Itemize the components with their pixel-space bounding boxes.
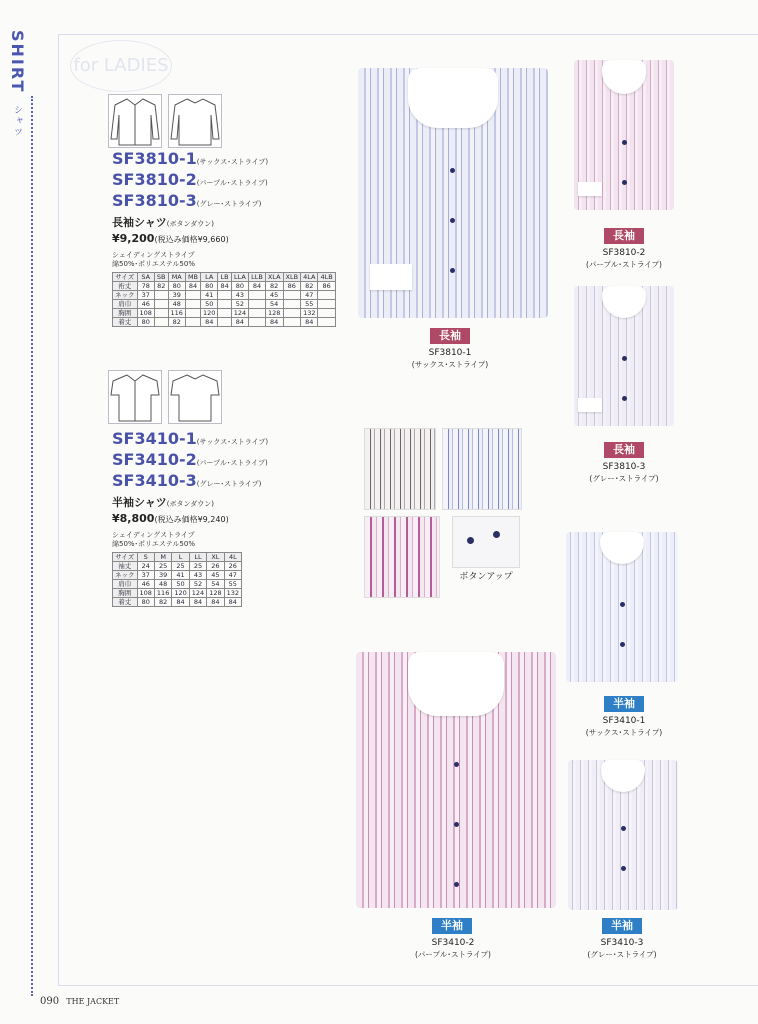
product-code: SF3810-3(グレー･ストライプ) — [112, 191, 262, 210]
page-number: 090 — [40, 996, 60, 1007]
size-table-header-cell: サイズ — [113, 553, 138, 562]
size-table-cell — [283, 309, 301, 318]
size-table-cell: M — [154, 553, 171, 562]
size-table-cell: 39 — [168, 291, 185, 300]
size-table-cell — [154, 291, 168, 300]
flat-drawing-short-back — [168, 370, 222, 424]
button-caption: ボタンアップ — [459, 572, 513, 582]
size-table-cell: 82 — [301, 282, 318, 291]
size-table-cell: 80 — [201, 282, 218, 291]
size-table-cell: 47 — [224, 571, 241, 580]
shirt-photo-sf3410-3 — [568, 760, 678, 910]
size-table-cell: 46 — [137, 300, 154, 309]
size-table — [112, 272, 336, 327]
size-table-row — [113, 553, 242, 562]
size-table-cell: 80 — [168, 282, 185, 291]
size-table-cell — [318, 291, 335, 300]
size-table-cell: 84 — [207, 598, 224, 607]
section-title: SHIRT — [8, 30, 27, 94]
dotted-rule — [31, 96, 33, 996]
flat-drawing-short-front — [108, 370, 162, 424]
size-table-cell: 84 — [249, 282, 266, 291]
fabric-swatch-gray — [364, 428, 436, 510]
shirt-photo-sf3410-1 — [566, 532, 678, 682]
size-table-cell: 48 — [154, 580, 171, 589]
size-table-cell: L — [172, 553, 189, 562]
brand-name: THE JACKET — [66, 997, 120, 1006]
size-table-cell: 84 — [231, 318, 248, 327]
shirt-photo-sf3410-2 — [356, 652, 556, 908]
size-table-cell: 50 — [201, 300, 218, 309]
size-table-header-cell: サイズ — [113, 273, 138, 282]
sleeve-badge: 長袖 — [604, 228, 644, 244]
size-table-cell: 116 — [168, 309, 185, 318]
size-table-row — [113, 580, 242, 589]
product-code: SF3810-2(パープル･ストライプ) — [112, 170, 268, 189]
sleeve-badge: 半袖 — [432, 918, 472, 934]
size-table-cell: 25 — [154, 562, 171, 571]
size-table-row — [113, 291, 336, 300]
size-table-header-cell: ネック — [113, 291, 138, 300]
size-table-cell: 84 — [172, 598, 189, 607]
product-code: SF3810-1(サックス･ストライプ) — [112, 149, 269, 168]
size-table-cell: LLA — [231, 273, 248, 282]
size-table-cell — [318, 300, 335, 309]
size-table-cell: 41 — [201, 291, 218, 300]
size-table-cell: 82 — [168, 318, 185, 327]
size-table-cell: 25 — [189, 562, 206, 571]
section-label — [8, 30, 27, 138]
size-table-cell — [185, 309, 200, 318]
product-caption: SF3810-1 (サックス･ストライプ) — [411, 348, 489, 369]
size-table-cell: 80 — [231, 282, 248, 291]
size-table-cell — [249, 309, 266, 318]
material-info: シェイディングストライプ 綿50%･ポリエステル50% — [112, 251, 195, 268]
size-table-cell: 26 — [207, 562, 224, 571]
size-table-cell: LB — [218, 273, 231, 282]
flat-drawing-long-back — [168, 94, 222, 148]
size-table-cell: 84 — [301, 318, 318, 327]
size-table-cell: 48 — [168, 300, 185, 309]
size-table-header-cell: 胸囲 — [113, 589, 138, 598]
size-table-cell: 84 — [201, 318, 218, 327]
size-table-cell: 52 — [189, 580, 206, 589]
size-table-cell: 24 — [137, 562, 154, 571]
sleeve-badge: 長袖 — [604, 442, 644, 458]
size-table-cell — [318, 318, 335, 327]
long-sleeve-spec — [112, 150, 336, 327]
material-info: シェイディングストライプ 綿50%･ポリエステル50% — [112, 531, 195, 548]
size-table-cell — [185, 291, 200, 300]
size-table-row — [113, 562, 242, 571]
size-table-cell: XL — [207, 553, 224, 562]
size-table-cell: 82 — [265, 282, 283, 291]
fabric-swatch-purple — [364, 516, 440, 598]
size-table-cell: MB — [185, 273, 200, 282]
size-table-cell: SB — [154, 273, 168, 282]
size-table-cell — [185, 300, 200, 309]
product-caption: SF3810-3 (グレー･ストライプ) — [589, 462, 659, 483]
size-table-cell: 84 — [218, 282, 231, 291]
size-table-cell: 84 — [224, 598, 241, 607]
size-table-row — [113, 589, 242, 598]
product-title: 長袖シャツ(ボタンダウン) — [112, 216, 214, 229]
size-table-cell: LA — [201, 273, 218, 282]
size-table-header-cell: 胸囲 — [113, 309, 138, 318]
size-table-header-cell: 着丈 — [113, 318, 138, 327]
size-table-cell: 4LA — [301, 273, 318, 282]
size-table-cell: XLA — [265, 273, 283, 282]
size-table-cell: 84 — [189, 598, 206, 607]
product-caption: SF3410-1 (サックス･ストライプ) — [585, 716, 663, 737]
shirt-back-icon — [169, 95, 221, 147]
size-table-cell: LL — [189, 553, 206, 562]
section-subtitle: シャツ — [12, 104, 22, 138]
size-table-cell: 82 — [154, 282, 168, 291]
size-table-cell — [154, 309, 168, 318]
sleeve-badge: 半袖 — [604, 696, 644, 712]
size-table-cell: 55 — [224, 580, 241, 589]
size-table-cell: LLB — [249, 273, 266, 282]
size-table-cell: SA — [137, 273, 154, 282]
short-sleeve-spec — [112, 430, 268, 607]
size-table-cell: 4LB — [318, 273, 335, 282]
product-code: SF3410-1(サックス･ストライプ) — [112, 429, 269, 448]
size-table-cell: 43 — [189, 571, 206, 580]
size-table-row — [113, 282, 336, 291]
size-table-cell: 80 — [137, 598, 154, 607]
size-table-cell: 54 — [265, 300, 283, 309]
page-footer — [40, 996, 119, 1007]
size-table-cell: MA — [168, 273, 185, 282]
size-table-row — [113, 300, 336, 309]
size-table-row — [113, 598, 242, 607]
size-table-header-cell: 裄丈 — [113, 282, 138, 291]
size-table-cell: 108 — [137, 589, 154, 598]
size-table-cell — [249, 291, 266, 300]
size-table — [112, 552, 242, 607]
size-table-header-cell: 着丈 — [113, 598, 138, 607]
size-table-cell: 124 — [189, 589, 206, 598]
size-table-cell — [283, 318, 301, 327]
shirt-photo-sf3810-1 — [358, 68, 548, 318]
size-table-header-cell: ネック — [113, 571, 138, 580]
size-table-header-cell: 袖丈 — [113, 562, 138, 571]
product-price: ¥9,200(税込み価格¥9,660) — [112, 232, 229, 245]
size-table-cell: 46 — [137, 580, 154, 589]
size-table-cell: 128 — [207, 589, 224, 598]
size-table-cell: 4L — [224, 553, 241, 562]
size-table-cell — [154, 300, 168, 309]
size-table-cell: 54 — [207, 580, 224, 589]
shirt-back-icon — [169, 371, 221, 423]
fabric-swatch-saxe — [442, 428, 522, 510]
size-table-cell: 55 — [301, 300, 318, 309]
product-title: 半袖シャツ(ボタンダウン) — [112, 496, 214, 509]
sleeve-badge: 半袖 — [602, 918, 642, 934]
size-table-cell — [283, 300, 301, 309]
product-code: SF3410-2(パープル･ストライプ) — [112, 450, 268, 469]
size-table-cell: 50 — [172, 580, 189, 589]
button-closeup — [452, 516, 520, 568]
size-table-cell: 128 — [265, 309, 283, 318]
size-table-row — [113, 273, 336, 282]
size-table-cell — [249, 300, 266, 309]
size-table-cell: 86 — [318, 282, 335, 291]
size-table-row — [113, 318, 336, 327]
size-table-cell: 45 — [265, 291, 283, 300]
size-table-cell — [218, 309, 231, 318]
size-table-cell: 39 — [154, 571, 171, 580]
size-table-cell — [218, 291, 231, 300]
shirt-photo-sf3810-2 — [574, 60, 674, 210]
size-table-cell: 86 — [283, 282, 301, 291]
size-table-cell: 132 — [224, 589, 241, 598]
size-table-cell — [218, 318, 231, 327]
size-table-cell — [318, 309, 335, 318]
size-table-cell: 108 — [137, 309, 154, 318]
size-table-cell: S — [137, 553, 154, 562]
flat-drawing-long-front — [108, 94, 162, 148]
size-table-header-cell: 肩巾 — [113, 580, 138, 589]
size-table-cell: 120 — [201, 309, 218, 318]
sleeve-badge: 長袖 — [430, 328, 470, 344]
ghost-logo-text: for LADIES — [73, 55, 169, 76]
size-table-cell: 84 — [185, 282, 200, 291]
size-table-cell: 82 — [154, 598, 171, 607]
product-caption: SF3810-2 (パープル･ストライプ) — [586, 248, 662, 269]
product-caption: SF3410-2 (パープル･ストライプ) — [415, 938, 491, 959]
size-table-cell: 45 — [207, 571, 224, 580]
product-price: ¥8,800(税込み価格¥9,240) — [112, 512, 229, 525]
size-table-cell: 80 — [137, 318, 154, 327]
size-table-cell: 41 — [172, 571, 189, 580]
shirt-photo-sf3810-3 — [574, 286, 674, 426]
size-table-cell: 116 — [154, 589, 171, 598]
ghost-logo — [70, 40, 172, 92]
size-table-cell — [154, 318, 168, 327]
size-table-cell: 84 — [265, 318, 283, 327]
size-table-cell: 25 — [172, 562, 189, 571]
size-table-cell — [283, 291, 301, 300]
size-table-cell: 47 — [301, 291, 318, 300]
product-caption: SF3410-3 (グレー･ストライプ) — [587, 938, 657, 959]
size-table-cell: 26 — [224, 562, 241, 571]
size-table-cell: 37 — [137, 291, 154, 300]
shirt-front-icon — [109, 371, 161, 423]
size-table-header-cell: 肩巾 — [113, 300, 138, 309]
shirt-front-icon — [109, 95, 161, 147]
size-table-cell: XLB — [283, 273, 301, 282]
size-table-cell — [249, 318, 266, 327]
size-table-cell: 43 — [231, 291, 248, 300]
size-table-cell: 132 — [301, 309, 318, 318]
size-table-cell: 52 — [231, 300, 248, 309]
size-table-row — [113, 309, 336, 318]
size-table-cell — [218, 300, 231, 309]
size-table-cell: 124 — [231, 309, 248, 318]
size-table-row — [113, 571, 242, 580]
size-table-cell: 78 — [137, 282, 154, 291]
product-code: SF3410-3(グレー･ストライプ) — [112, 471, 262, 490]
size-table-cell — [185, 318, 200, 327]
size-table-cell: 37 — [137, 571, 154, 580]
size-table-cell: 120 — [172, 589, 189, 598]
